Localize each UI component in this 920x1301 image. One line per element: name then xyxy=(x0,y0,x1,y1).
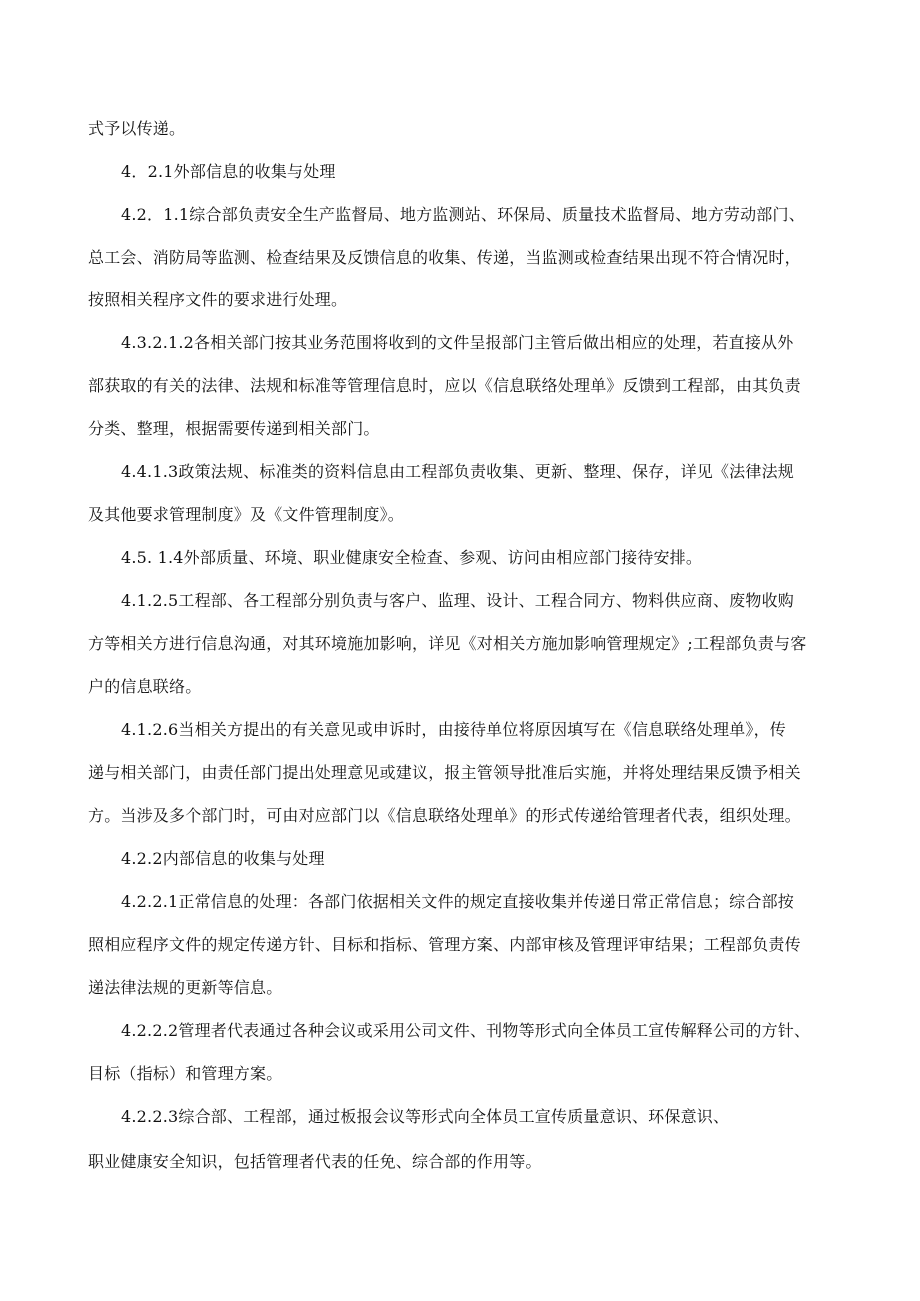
text-line: 部获取的有关的法律、法规和标准等管理信息时，应以《信息联络处理单》反馈到工程部，由其负责 xyxy=(88,376,801,395)
text-line: 4.1.2.5工程部、各工程部分别负责与客户、监理、设计、工程合同方、物料供应商、废物收购 xyxy=(121,591,794,610)
text-line: 方。当涉及多个部门时，可由对应部门以《信息联络处理单》的形式传递给管理者代表，组织处理。 xyxy=(88,806,801,825)
section-heading-internal-info: 4.2.2内部信息的收集与处理 xyxy=(121,849,325,868)
section-heading-external-info: 4．2.1外部信息的收集与处理 xyxy=(121,162,336,181)
text-line: 4.2．1.1综合部负责安全生产监督局、地方监测站、环保局、质量技术监督局、地方劳动部门、 xyxy=(121,205,805,224)
text-line: 方等相关方进行信息沟通，对其环境施加影响，详见《对相关方施加影响管理规定》;工程部负责与客 xyxy=(88,634,807,653)
text-line: 式予以传递。 xyxy=(88,119,186,138)
text-line: 分类、整理，根据需要传递到相关部门。 xyxy=(88,419,380,438)
text-line: 4.2.2.2管理者代表通过各种会议或采用公司文件、刊物等形式向全体员工宣传解释公司的方针、 xyxy=(121,1021,811,1040)
text-line: 及其他要求管理制度》及《文件管理制度》。 xyxy=(88,505,405,524)
text-line: 目标（指标）和管理方案。 xyxy=(88,1064,283,1083)
text-line: 4.3.2.1.2各相关部门按其业务范围将收到的文件呈报部门主管后做出相应的处理，若直接从外 xyxy=(121,333,794,352)
text-line: 4.2.2.3综合部、工程部，通过板报会议等形式向全体员工宣传质量意识、环保意识、 xyxy=(121,1107,730,1126)
text-line: 职业健康安全知识，包括管理者代表的任免、综合部的作用等。 xyxy=(88,1152,542,1171)
text-line: 总工会、消防局等监测、检查结果及反馈信息的收集、传递，当监测或检查结果出现不符合情况时， xyxy=(88,248,801,267)
text-line: 递法律法规的更新等信息。 xyxy=(88,978,283,997)
text-line: 4.4.1.3政策法规、标准类的资料信息由工程部负责收集、更新、整理、保存，详见《法律法规 xyxy=(121,462,794,481)
text-line: 户的信息联络。 xyxy=(88,677,202,696)
text-line: 递与相关部门，由责任部门提出处理意见或建议，报主管领导批准后实施，并将处理结果反馈予相关 xyxy=(88,763,801,782)
text-line: 4.1.2.6当相关方提出的有关意见或申诉时，由接待单位将原因填写在《信息联络处理单》，传 xyxy=(121,720,786,739)
text-line: 4.2.2.1正常信息的处理：各部门依据相关文件的规定直接收集并传递日常正常信息；综合部按 xyxy=(121,892,794,911)
text-line: 按照相关程序文件的要求进行处理。 xyxy=(88,290,348,309)
text-line: 4.5. 1.4外部质量、环境、职业健康安全检查、参观、访问由相应部门接待安排。 xyxy=(121,548,703,567)
text-line: 照相应程序文件的规定传递方针、目标和指标、管理方案、内部审核及管理评审结果；工程部负责传 xyxy=(88,935,801,954)
